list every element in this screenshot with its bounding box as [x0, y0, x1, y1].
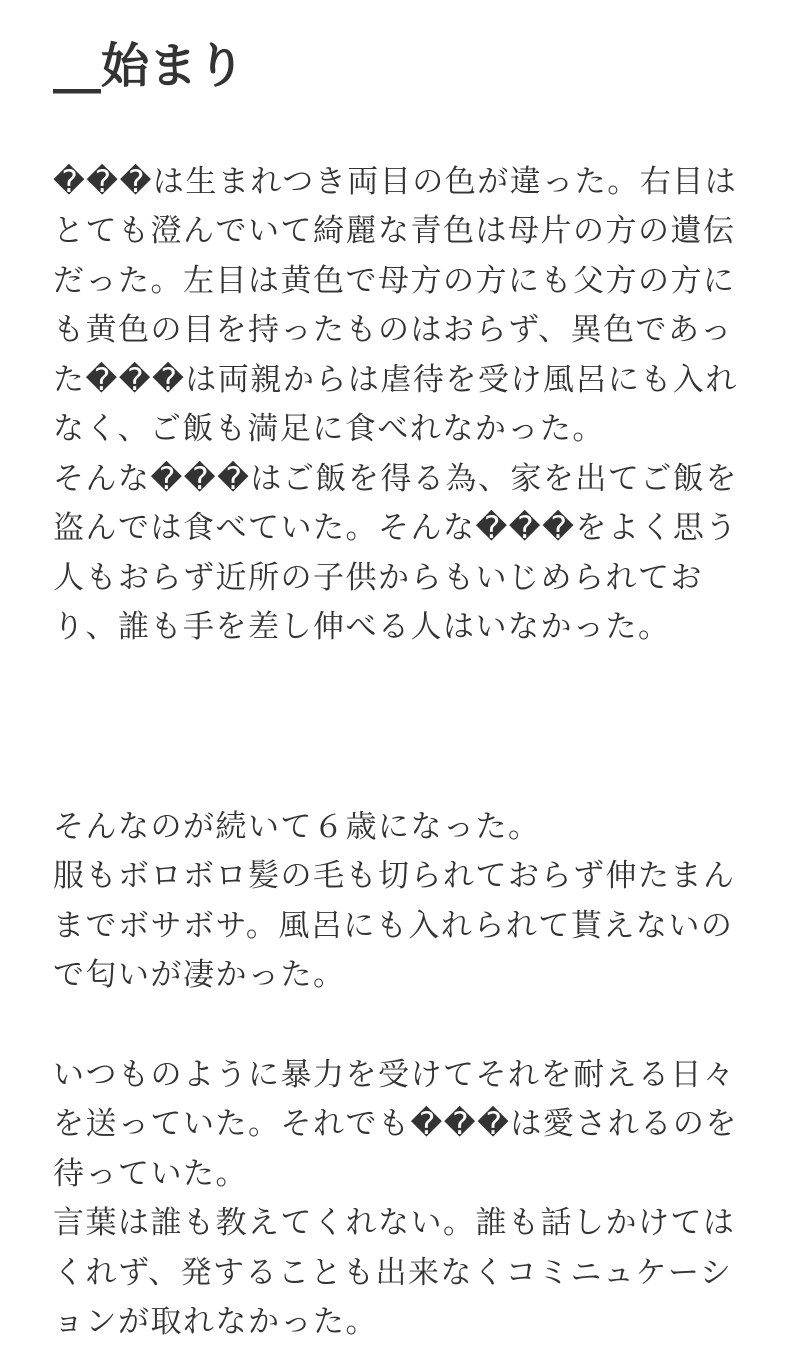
- paragraph-line: そんな���はご飯を得る為、家を出てご飯を: [53, 461, 738, 497]
- paragraph-line: ���は生まれつき両目の色が違った。右目は: [53, 164, 738, 200]
- paragraph-line: 服もボロボロ髪の毛も切られておらず伸たまん: [53, 858, 736, 894]
- paragraph-line: 待っていた。: [53, 1156, 248, 1192]
- paragraph-line: 人もおらず近所の子供からもいじめられてお: [53, 560, 703, 596]
- paragraph-line: で匂いが凄かった。: [53, 957, 346, 993]
- paragraph-line: た���は両親からは虐待を受け風呂にも入れ: [53, 362, 738, 398]
- paragraph-line: 盗んでは食べていた。そんな���をよく思う: [53, 510, 738, 546]
- paragraph-line: なく、ご飯も満足に食べれなかった。: [53, 411, 605, 447]
- paragraph-line: までボサボサ。風呂にも入れられて貰えないの: [53, 908, 734, 944]
- paragraph-line: くれず、発することも出来なくコミニュケーシ: [53, 1255, 733, 1291]
- page-title: __始まり: [53, 38, 246, 94]
- paragraph-line: そんなのが続いて６歳になった。: [53, 809, 541, 845]
- paragraph-line: いつものように暴力を受けてそれを耐える日々: [53, 1057, 736, 1093]
- paragraph-line: ョンが取れなかった。: [53, 1304, 378, 1340]
- paragraph-line: 言葉は誰も教えてくれない。誰も話しかけては: [53, 1205, 736, 1241]
- paragraph-line: とても澄んでいて綺麗な青色は母片の方の遺伝: [53, 213, 736, 249]
- paragraph-line: も黄色の目を持ったものはおらず、異色であっ: [53, 312, 733, 348]
- paragraph-line: だった。左目は黄色で母方の方にも父方の方に: [53, 263, 736, 299]
- paragraph-line: り、誰も手を差し伸べる人はいなかった。: [53, 609, 671, 645]
- paragraph-line: を送っていた。それでも���は愛されるのを: [53, 1106, 738, 1142]
